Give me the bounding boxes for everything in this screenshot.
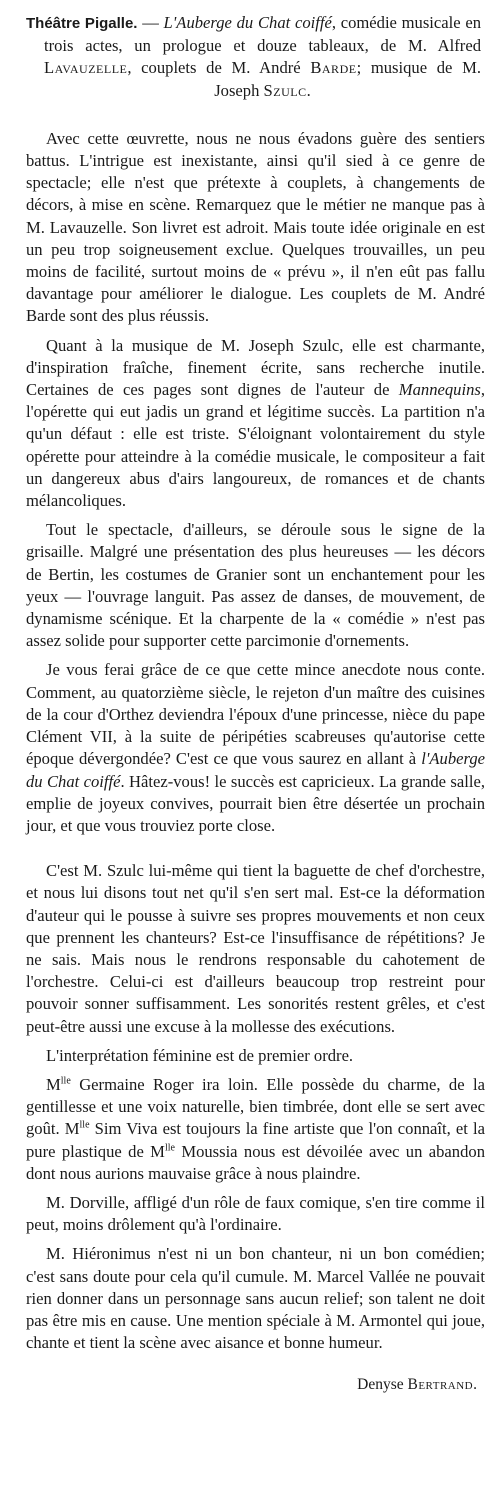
paragraph-dorville: M. Dorville, affligé d'un rôle de faux comique, s'en tire comme il peut, moins drôlement qu'à l'ordinaire. bbox=[26, 1192, 485, 1235]
paragraph-actresses-text-b: Germaine Roger ira loin. Elle possède du charme, de la gentillesse et une voix naturelle, bien timbrée, dont elle se sert avec goût. M bbox=[26, 1074, 485, 1139]
header-text bbox=[26, 12, 481, 102]
paragraph-music bbox=[26, 335, 485, 513]
paragraph-actresses-text-a: M bbox=[46, 1074, 61, 1094]
header-description-3: ; musique de M. Joseph bbox=[214, 58, 482, 100]
header-description-1: , comédie musicale en trois actes, un prologue et douze tableaux, de M. Alfred bbox=[44, 13, 482, 56]
paragraph-actresses-text-c: Sim Viva est toujours la fine artiste que l'on connaît, et la pure plastique de M bbox=[26, 1119, 485, 1161]
lyricist-surname: Barde bbox=[310, 58, 357, 78]
paragraph-music-text-a: Quant à la musique de M. Joseph Szulc, elle est charmante, d'inspiration fraîche, finement écrite, sans recherche inutile. Certaines de ces pages sont dignes de l'auteur de bbox=[26, 335, 485, 400]
honorific-sup-3: lle bbox=[164, 1142, 175, 1154]
honorific-sup-2: lle bbox=[79, 1119, 90, 1131]
paragraph-anecdote bbox=[26, 659, 485, 837]
header-gap bbox=[26, 102, 485, 128]
paragraph-music-text-b: , l'opérette qui eut jadis un grand et légitime succès. La partition n'a qu'un défaut : elle est triste. S'éloignant volontairement du style opérette pour atteindre à la comédie musicale, le compositeur a fait un dangereux abus d'airs langoureux, de romances et de chants mélancoliques. bbox=[26, 380, 485, 511]
paragraph-anecdote-text-b: . Hâtez-vous! le succès est capricieux. La grande salle, emplie de joyeux convives, pourrait bien être désertée un prochain jour, et que vous trouviez porte close. bbox=[26, 771, 485, 835]
work-title-mannequins: Mannequins bbox=[398, 380, 481, 400]
paragraph-actresses-text-d: Moussia nous est dévoilée avec un abandon dont nous aurions mauvaise grâce à nous plaindre. bbox=[26, 1141, 485, 1183]
honorific-sup-1: lle bbox=[60, 1075, 71, 1087]
paragraph-anecdote-text-a: Je vous ferai grâce de ce que cette mince anecdote nous conte. Comment, au quatorzième siècle, le rejeton d'un maître des cuisines de la cour d'Orthez deviendra l'époux d'une princesse, nièce du pape Clément VII, à la suite de péripéties scabreuses qu'autorise cette époque dévergondée? C'est ce que vous saurez en allant à bbox=[26, 660, 485, 769]
paragraph-spectacle: Tout le spectacle, d'ailleurs, se déroule sous le signe de la grisaille. Malgré une présentation des plus heureuses — les décors de Bertin, les costumes de Granier sont un enchantement pour les yeux — l'ouvrage languit. Pas assez de danses, de mouvement, de dynamisme scénique. Et la charpente de la « comédie » n'est pas assez solide pour supporter cette parcimonie d'ornements. bbox=[26, 520, 485, 651]
author-surname: Lavauzelle bbox=[44, 58, 128, 78]
signature-surname: Bertrand bbox=[407, 1376, 474, 1394]
paragraph-male-cast: M. Hiéronimus n'est ni un bon chanteur, ni un bon comédien; c'est sans doute pour cela qu'il cumule. M. Marcel Vallée ne pouvait rien donner dans un personnage sans aucun relief; son talent ne doit pas être mis en cause. Une mention spéciale à M. Armontel qui joue, chante et tient la scène avec aisance et bonne humeur. bbox=[26, 1244, 485, 1353]
venue-name: Théâtre Pigalle. bbox=[26, 15, 138, 32]
play-title-inline: l'Auberge du Chat coiffé bbox=[26, 749, 485, 791]
play-title: L'Auberge du Chat coiffé bbox=[163, 13, 332, 32]
paragraph-actresses bbox=[26, 1074, 485, 1185]
composer-surname: Szulc bbox=[263, 80, 307, 100]
paragraph-libretto: Avec cette œuvrette, nous ne nous évadons guère des sentiers battus. L'intrigue est inexistante, ainsi qu'il sied à ce genre de spectacle; elle n'est que prétexte à couplets, à changements de décors, à mise en scène. Remarquez que le métier ne manque pas à M. Lavauzelle. Son livret est adroit. Mais toute idée originale en est un peu trop soigneusement exclue. Quelques trouvailles, un peu moins de facilité, surtout moins de « prévu », il n'en eût pas fallu davantage pour améliorer le dialogue. Les couplets de M. André Barde sont des plus réussis. bbox=[26, 128, 485, 326]
signature-end: . bbox=[473, 1376, 477, 1394]
header-description-2: , couplets de M. André bbox=[127, 58, 311, 78]
paragraph-female-cast-intro: L'interprétation féminine est de premier ordre. bbox=[46, 1045, 354, 1065]
section-gap bbox=[26, 844, 485, 860]
header-dash: — bbox=[137, 13, 164, 32]
paragraph-conductor: C'est M. Szulc lui-même qui tient la baguette de chef d'orchestre, et nous lui disons tout net qu'il s'en sert mal. Est-ce la déformation d'auteur qui le pousse à suivre ses propres mouvements et non ceux que prennent les chanteurs? Est-ce l'insuffisance de répétitions? Je ne sais. Mais nous le rendrons responsable du cahotement de l'orchestre. Celui-ci est d'ailleurs beaucoup trop restreint pour pouvoir sonner suffisamment. Les sonorités restent grêles, et c'est peut-être aussi une excuse à la mollesse des exécutions. bbox=[26, 861, 485, 1036]
review-header bbox=[26, 12, 481, 102]
header-description-4: . bbox=[306, 80, 311, 100]
signature bbox=[26, 1374, 485, 1396]
signature-first-name: Denyse bbox=[357, 1376, 408, 1394]
